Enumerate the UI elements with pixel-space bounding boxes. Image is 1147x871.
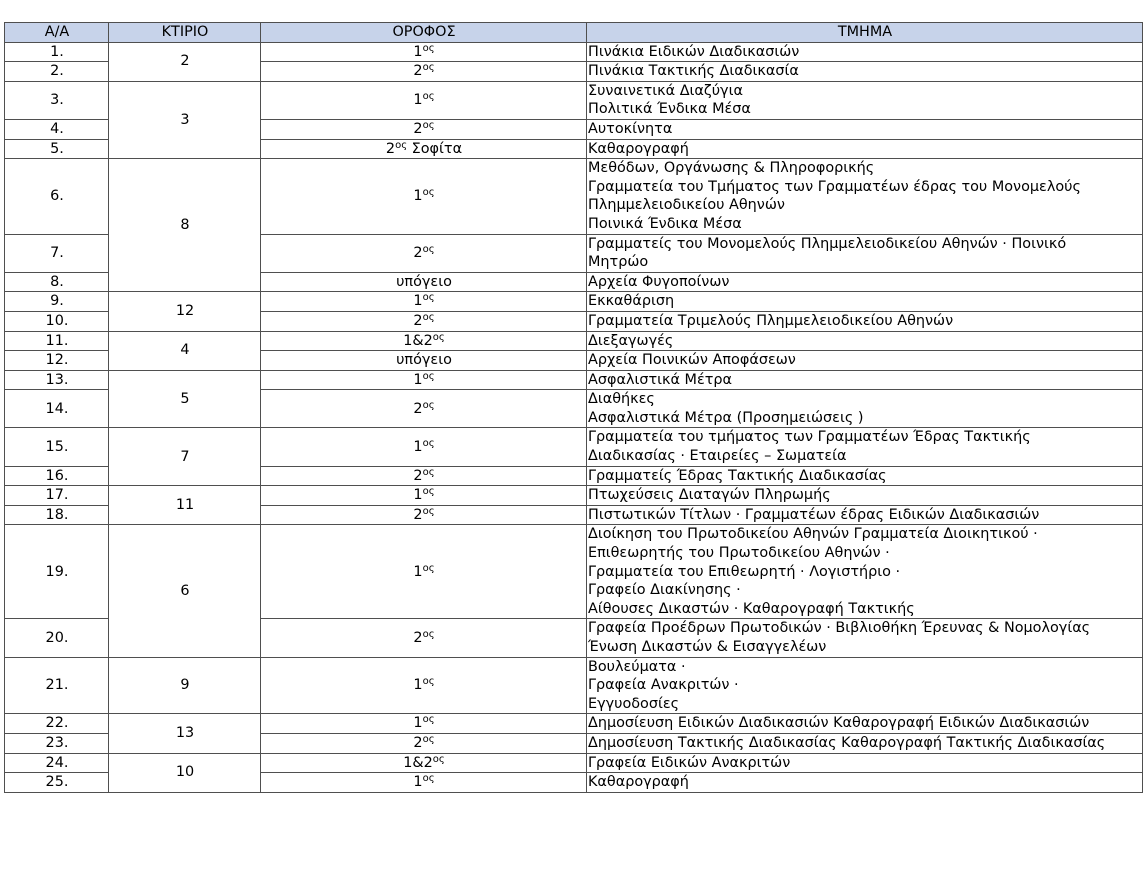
floor-ordinal-suffix: ος [422,628,435,640]
department-line: Γραμματεία του τμήματος των Γραμματέων Έδρας Τακτικής [588,429,1031,446]
row-number: 2. [5,62,109,82]
floor-cell [261,81,587,119]
floor-cell [261,753,587,773]
floor-ordinal-suffix: ος [422,773,435,785]
floor-number: υπόγειο [396,352,452,369]
floor-number: 1 [413,677,423,694]
header-floor: ΟΡΟΦΟΣ [261,23,587,43]
row-number: 16. [5,466,109,486]
department-line: Ασφαλιστικά Μέτρα [588,371,733,388]
building-cell: 6 [109,525,261,657]
floor-cell [261,714,587,734]
row-number: 19. [5,525,109,619]
floor-cell [261,272,587,292]
department-line: Γραφεία Ανακριτών · [588,677,739,694]
floor-ordinal-suffix: ος [422,119,435,131]
department-cell [587,753,1143,773]
department-line: Πινάκια Ειδικών Διαδικασιών [588,43,800,60]
floor-number: 1 [413,563,423,580]
department-cell [587,486,1143,506]
building-cell: 8 [109,159,261,292]
floor-cell [261,657,587,714]
floor-ordinal-suffix: ος [422,243,435,255]
department-line: Πτωχεύσεις Διαταγών Πληρωμής [588,487,831,504]
department-line: Γραμματεία του Τμήματος των Γραμματέων έδρας του Μονομελούς [588,178,1081,195]
floor-cell [261,159,587,234]
row-number: 10. [5,311,109,331]
department-line: Πολιτικά Ένδικα Μέσα [588,101,751,118]
floor-cell [261,505,587,525]
department-line: Αρχεία Φυγοποίνων [588,273,730,290]
floor-number: 2 [413,506,423,523]
building-cell: 4 [109,331,261,370]
floor-cell [261,331,587,351]
row-number: 22. [5,714,109,734]
floor-number: 2 [385,140,396,157]
building-cell: 11 [109,486,261,525]
department-line: Διαδικασίας · Εταιρείες – Σωματεία [588,448,847,465]
table-body [5,42,1143,792]
row-number: 1. [5,42,109,62]
table-row [5,331,1143,351]
row-number: 21. [5,657,109,714]
department-cell [587,714,1143,734]
department-line: Γραφείο Διακίνησης · [588,582,741,599]
table-row [5,81,1143,119]
table-row [5,486,1143,506]
floor-cell [261,42,587,62]
floor-ordinal-suffix: ος [422,437,435,449]
department-line: Αυτοκίνητα [588,120,673,137]
department-line: Πιστωτικών Τίτλων · Γραμματέων έδρας Ειδικών Διαδικασιών [588,506,1040,523]
floor-ordinal-suffix: ος [422,676,435,688]
floor-number: 1 [413,487,423,504]
row-number: 4. [5,119,109,139]
floor-number: 1 [413,92,423,109]
department-cell [587,234,1143,272]
department-line: Εκκαθάριση [588,293,675,310]
department-line: Εγγυοδοσίες [588,695,680,712]
department-line: Γραφεία Προέδρων Πρωτοδικών · Βιβλιοθήκη Έρευνας & Νομολογίας [588,620,1091,637]
floor-ordinal-suffix: ος [422,486,435,498]
department-cell [587,81,1143,119]
department-cell [587,390,1143,428]
department-cell [587,428,1143,466]
row-number: 7. [5,234,109,272]
table-row [5,657,1143,714]
row-number: 5. [5,139,109,159]
floor-cell [261,351,587,371]
department-line: Συναινετικά Διαζύγια [588,82,743,99]
floor-ordinal-suffix: ος [432,753,445,765]
floor-ordinal-suffix: ος [432,331,445,343]
table-row [5,714,1143,734]
department-line: Ασφαλιστικά Μέτρα (Προσημειώσεις ) [588,409,864,426]
department-line: Ποινικά Ένδικα Μέσα [588,215,742,232]
floor-number: 1&2 [403,754,433,771]
floor-number: 2 [413,244,423,261]
department-line: Δημοσίευση Ειδικών Διαδικασιών Καθαρογραφή Ειδικών Διαδικασιών [588,715,1090,732]
floor-directory-table [4,22,1143,793]
table-row [5,525,1143,619]
floor-cell [261,733,587,753]
table-row [5,159,1143,234]
floor-number: 2 [413,629,423,646]
floor-ordinal-suffix: ος [395,139,408,151]
floor-cell [261,525,587,619]
department-cell [587,139,1143,159]
floor-cell [261,292,587,312]
row-number: 11. [5,331,109,351]
department-cell [587,119,1143,139]
floor-cell [261,311,587,331]
department-cell [587,351,1143,371]
row-number: 20. [5,619,109,657]
floor-number: 2 [413,63,423,80]
building-cell: 13 [109,714,261,753]
department-cell [587,733,1143,753]
department-line: Δημοσίευση Τακτικής Διαδικασίας Καθαρογραφή Τακτικής Διαδικασίας [588,734,1106,751]
table-row [5,753,1143,773]
floor-cell [261,619,587,657]
floor-ordinal-suffix: ος [422,370,435,382]
floor-ordinal-suffix: ος [422,562,435,574]
department-line: Γραμματεία του Επιθεωρητή · Λογιστήριο · [588,563,901,580]
floor-ordinal-suffix: ος [422,311,435,323]
floor-number: 1 [413,43,423,60]
building-cell: 2 [109,42,261,81]
floor-number: 1 [413,438,423,455]
department-cell [587,292,1143,312]
floor-cell [261,234,587,272]
department-cell [587,657,1143,714]
row-number: 25. [5,773,109,793]
table-row [5,292,1143,312]
floor-ordinal-suffix: ος [422,466,435,478]
department-cell [587,505,1143,525]
floor-number: υπόγειο [396,273,452,290]
department-line: Καθαρογραφή [588,140,689,157]
floor-ordinal-suffix: ος [422,42,435,54]
floor-number: 2 [413,120,423,137]
floor-ordinal-suffix: ος [422,399,435,411]
department-cell [587,272,1143,292]
row-number: 6. [5,159,109,234]
department-line: Διεξαγωγές [588,332,674,349]
row-number: 15. [5,428,109,466]
floor-number: 1 [413,774,423,791]
floor-number: 1 [413,715,423,732]
floor-cell [261,773,587,793]
floor-number: 2 [413,400,423,417]
building-cell: 3 [109,81,261,158]
department-cell [587,619,1143,657]
header-aa: Α/Α [5,23,109,43]
floor-ordinal-suffix: ος [422,733,435,745]
department-line: Μητρώο [588,254,649,271]
row-number: 23. [5,733,109,753]
row-number: 17. [5,486,109,506]
department-line: Γραφεία Ειδικών Ανακριτών [588,754,791,771]
floor-number: 1 [413,188,423,205]
floor-cell [261,139,587,159]
row-number: 3. [5,81,109,119]
row-number: 8. [5,272,109,292]
department-line: Γραμματείς Έδρας Τακτικής Διαδικασίας [588,467,887,484]
floor-extra: Σοφίτα [407,140,463,157]
floor-cell [261,486,587,506]
department-cell [587,62,1143,82]
floor-number: 1 [413,371,423,388]
building-cell: 10 [109,753,261,792]
floor-cell [261,62,587,82]
floor-cell [261,466,587,486]
department-line: Γραμματεία Τριμελούς Πλημμελειοδικείου Αθηνών [588,312,954,329]
floor-cell [261,370,587,390]
department-line: Αρχεία Ποινικών Αποφάσεων [588,352,796,369]
header-row [5,23,1143,43]
row-number: 14. [5,390,109,428]
row-number: 24. [5,753,109,773]
floor-ordinal-suffix: ος [422,292,435,304]
floor-ordinal-suffix: ος [422,91,435,103]
floor-ordinal-suffix: ος [422,505,435,517]
row-number: 12. [5,351,109,371]
department-cell [587,331,1143,351]
building-cell: 7 [109,428,261,486]
building-cell: 5 [109,370,261,428]
floor-number: 2 [413,312,423,329]
department-line: Επιθεωρητής του Πρωτοδικείου Αθηνών · [588,545,890,562]
department-line: Πλημμελειοδικείου Αθηνών [588,197,785,214]
department-line: Αίθουσες Δικαστών · Καθαρογραφή Τακτικής [588,600,915,617]
floor-ordinal-suffix: ος [422,714,435,726]
floor-number: 1&2 [403,332,433,349]
header-building: ΚΤΙΡΙΟ [109,23,261,43]
department-line: Ένωση Δικαστών & Εισαγγελέων [588,639,827,655]
table-row [5,42,1143,62]
department-cell [587,370,1143,390]
floor-cell [261,428,587,466]
building-cell: 12 [109,292,261,331]
department-line: Πινάκια Τακτικής Διαδικασία [588,63,799,80]
department-cell [587,159,1143,234]
floor-ordinal-suffix: ος [422,62,435,74]
row-number: 9. [5,292,109,312]
department-line: Διοίκηση του Πρωτοδικείου Αθηνών Γραμματεία Διοικητικού · [588,526,1038,543]
floor-cell [261,390,587,428]
department-line: Γραμματείς του Μονομελούς Πλημμελειοδικείου Αθηνών · Ποινικό [588,235,1067,252]
department-cell [587,42,1143,62]
department-cell [587,773,1143,793]
department-cell [587,311,1143,331]
floor-number: 2 [413,467,423,484]
floor-number: 1 [413,293,423,310]
floor-cell [261,119,587,139]
department-line: Μεθόδων, Οργάνωσης & Πληροφορικής [588,160,875,177]
department-line: Βουλεύματα · [588,658,686,675]
department-cell [587,466,1143,486]
floor-number: 2 [413,734,423,751]
building-cell: 9 [109,657,261,714]
floor-ordinal-suffix: ος [422,187,435,199]
row-number: 18. [5,505,109,525]
row-number: 13. [5,370,109,390]
table-row [5,428,1143,466]
department-line: Διαθήκες [588,391,655,408]
department-line: Καθαρογραφή [588,774,689,791]
department-cell [587,525,1143,619]
table-row [5,370,1143,390]
header-department: ΤΜΗΜΑ [587,23,1143,43]
